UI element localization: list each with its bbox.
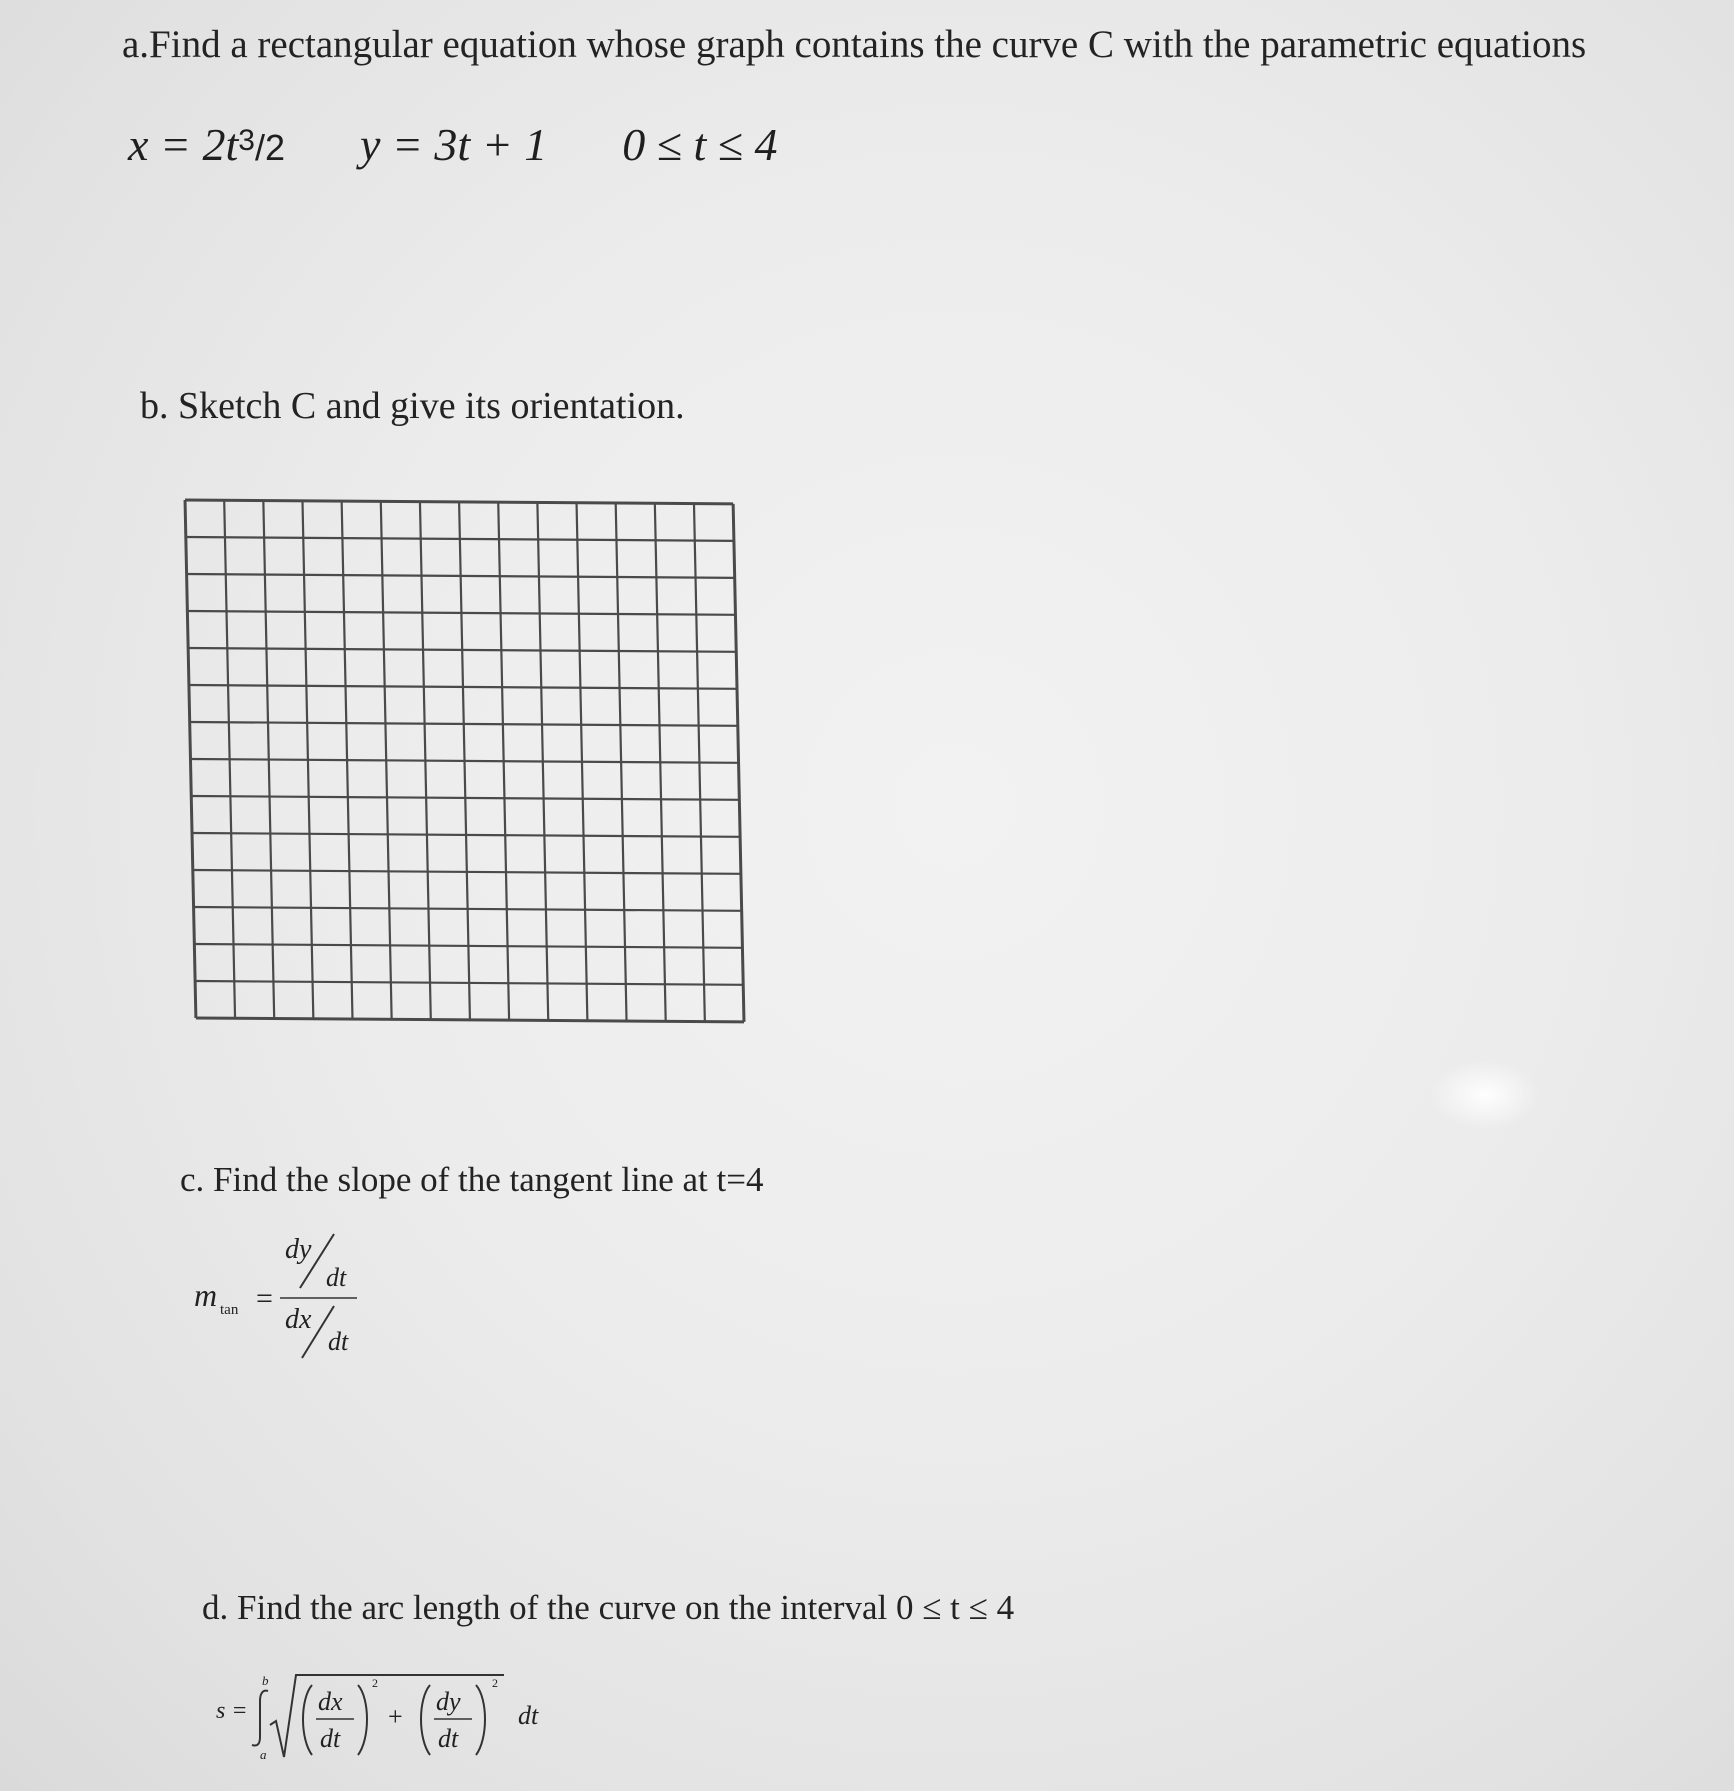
s-equals: s = xyxy=(216,1698,248,1724)
dy-term: dy xyxy=(436,1687,461,1716)
radical-sign xyxy=(270,1675,504,1757)
integrand-dt: dt xyxy=(518,1701,539,1730)
x-equation: x = 2t xyxy=(128,119,239,170)
t-interval: 0 ≤ t ≤ 4 xyxy=(622,119,778,170)
slope-formula-svg xyxy=(192,1228,372,1368)
upper-limit-b: b xyxy=(262,1673,269,1688)
y-equation: y = 3t + 1 xyxy=(359,119,548,170)
right-paren-1 xyxy=(358,1685,367,1755)
screen-glare xyxy=(1430,1060,1540,1130)
x-exponent-denominator: /2 xyxy=(254,127,285,168)
grid-lines xyxy=(183,498,746,1024)
denominator-dx: dx xyxy=(285,1304,312,1335)
power-2-first: 2 xyxy=(372,1676,378,1690)
arc-length-formula-svg xyxy=(212,1655,572,1775)
plus-sign: + xyxy=(388,1702,403,1731)
dt-term-2: dt xyxy=(438,1724,459,1753)
integral-sign xyxy=(252,1691,268,1746)
power-2-second: 2 xyxy=(492,1676,498,1690)
sketch-grid[interactable] xyxy=(183,498,746,1022)
dx-term: dx xyxy=(318,1687,343,1716)
parametric-equations xyxy=(128,118,778,198)
grid-horizontal-line xyxy=(196,1018,744,1022)
dt-term-1: dt xyxy=(320,1724,341,1753)
tan-subscript: tan xyxy=(220,1302,239,1318)
slope-formula xyxy=(192,1228,372,1373)
numerator-dy: dy xyxy=(285,1234,312,1265)
m-symbol: m xyxy=(194,1277,218,1313)
question-d-prompt: d. Find the arc length of the curve on the interval 0 ≤ t ≤ 4 xyxy=(202,1588,1015,1627)
left-paren-1 xyxy=(303,1685,312,1755)
equals-sign: = xyxy=(256,1282,273,1315)
denominator-dt: dt xyxy=(328,1327,349,1356)
question-a-prompt: a.Find a rectangular equation whose graph contains the curve C with the parametric equations xyxy=(122,23,1587,66)
arc-length-formula xyxy=(212,1655,572,1780)
left-paren-2 xyxy=(421,1685,430,1755)
question-b-prompt: b. Sketch C and give its orientation. xyxy=(140,385,685,427)
grid-horizontal-line xyxy=(185,500,733,504)
x-exponent-numerator: 3 xyxy=(238,124,255,157)
lower-limit-a: a xyxy=(260,1747,267,1762)
question-c-prompt: c. Find the slope of the tangent line at t=4 xyxy=(180,1160,764,1199)
numerator-dt: dt xyxy=(326,1263,347,1292)
right-paren-2 xyxy=(476,1685,485,1755)
